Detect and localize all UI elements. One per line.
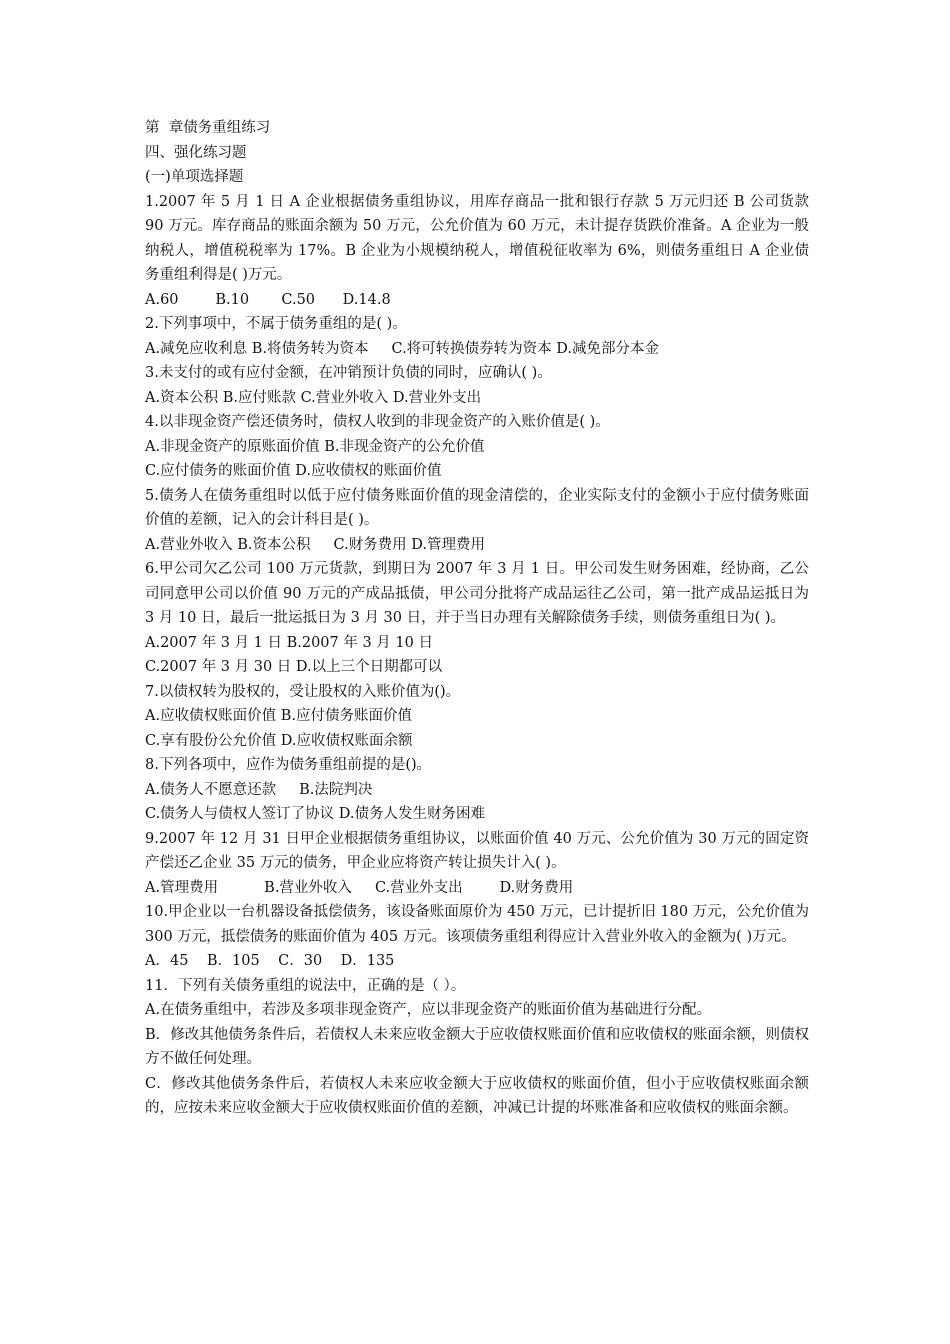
question-option-a: A.在债务重组中，若涉及多项非现金资产，应以非现金资产的账面价值为基础进行分配。 bbox=[145, 1002, 712, 1018]
question-stem: 10.甲企业以一台机器设备抵偿债务，该设备账面原价为 450 万元，已计提折旧 180 万元，公允价值为 300 万元，抵偿债务的账面价值为 405 万元。该项债务重组利得应计入营业外收入的金额为( )万元。 bbox=[145, 904, 809, 945]
question-7 bbox=[145, 680, 809, 754]
question-3 bbox=[145, 361, 809, 410]
question-options: A.营业外收入 B.资本公积 C.财务费用 D.管理费用 bbox=[145, 536, 486, 553]
question-1 bbox=[145, 190, 809, 313]
question-4 bbox=[145, 410, 809, 484]
subsection-title: (一)单项选择题 bbox=[145, 169, 244, 185]
question-option-c: C．修改其他债务条件后，若债权人未来应收金额大于应收债权的账面价值，但小于应收债权账面余额的，应按未来应收金额大于应收债权账面价值的差额，冲减已计提的坏账准备和应收债权的账面余额。 bbox=[145, 1075, 809, 1116]
question-options: A．45 B．105 C．30 D．135 bbox=[145, 953, 395, 969]
question-options: A.非现金资产的原账面价值 B.非现金资产的公允价值 bbox=[145, 438, 485, 455]
question-9 bbox=[145, 827, 809, 901]
question-options: A.60 B.10 C.50 D.14.8 bbox=[145, 291, 391, 308]
question-options: A.管理费用 B.营业外收入 C.营业外支出 D.财务费用 bbox=[145, 879, 574, 896]
section-title: 四、强化练习题 bbox=[145, 144, 247, 161]
question-options: A.债务人不愿意还款 B.法院判决 bbox=[145, 781, 373, 798]
question-options: A.2007 年 3 月 1 日 B.2007 年 3 月 10 日 bbox=[145, 634, 433, 651]
question-stem: 11．下列有关债务重组的说法中，正确的是（ ）。 bbox=[145, 977, 466, 994]
question-options: A.减免应收利息 B.将债务转为资本 C.将可转换债券转为资本 D.减免部分本金 bbox=[145, 340, 660, 357]
question-options: A.应收债权账面价值 B.应付债务账面价值 bbox=[145, 708, 412, 724]
question-stem: 5.债务人在债务重组时以低于应付债务账面价值的现金清偿的，企业实际支付的金额小于应付债务账面价值的差额，记入的会计科目是( )。 bbox=[145, 487, 809, 528]
question-5 bbox=[145, 484, 809, 558]
question-stem: 6.甲公司欠乙公司 100 万元货款，到期日为 2007 年 3 月 1 日。甲公司发生财务困难，经协商，乙公司同意甲公司以价值 90 万元的产成品抵债，甲公司分批将产成品运往乙公司，第一批产成品运抵日为 3 月 10 日，最后一批运抵日为 3 月 30 日，并于当日办理有关解除债务手续，则债务重组日为( )。 bbox=[145, 561, 809, 626]
question-11 bbox=[145, 974, 809, 1121]
question-option-b: B．修改其他债务条件后，若债权人未来应收金额大于应收债权账面价值和应收债权的账面余额，则债权方不做任何处理。 bbox=[145, 1026, 809, 1067]
question-stem: 8.下列各项中，应作为债务重组前提的是()。 bbox=[145, 757, 432, 773]
question-stem: 3.未支付的或有应付金额，在冲销预计负债的同时，应确认( )。 bbox=[145, 365, 552, 381]
question-stem: 9.2007 年 12 月 31 日甲企业根据债务重组协议，以账面价值 40 万元、公允价值为 30 万元的固定资产偿还乙企业 35 万元的债务，甲企业应将资产转让损失计入( )。 bbox=[145, 830, 809, 871]
document-page bbox=[145, 116, 809, 1121]
question-10 bbox=[145, 900, 809, 974]
question-options: C.应付债务的账面价值 D.应收债权的账面价值 bbox=[145, 463, 442, 479]
question-stem: 1.2007 年 5 月 1 日 A 企业根据债务重组协议，用库存商品一批和银行存款 5 万元归还 B 公司货款 90 万元。库存商品的账面余额为 50 万元，公允价值为 60 万元，未计提存货跌价准备。A 企业为一般纳税人，增值税税率为 17%。B 企业为小规模纳税人，增值税征收率为 6%，则债务重组日 A 企业债务重组利得是( )万元。 bbox=[145, 193, 809, 283]
question-options: A.资本公积 B.应付账款 C.营业外收入 D.营业外支出 bbox=[145, 389, 482, 406]
question-6 bbox=[145, 557, 809, 680]
question-stem: 2.下列事项中，不属于债务重组的是( )。 bbox=[145, 316, 407, 332]
question-options: C.2007 年 3 月 30 日 D.以上三个日期都可以 bbox=[145, 659, 443, 675]
question-8 bbox=[145, 753, 809, 827]
chapter-title: 第 章债务重组练习 bbox=[145, 120, 271, 136]
question-stem: 7.以债权转为股权的，受让股权的入账价值为()。 bbox=[145, 683, 461, 700]
question-options: C.债务人与债权人签订了协议 D.债务人发生财务困难 bbox=[145, 806, 486, 822]
question-stem: 4.以非现金资产偿还债务时，债权人收到的非现金资产的入账价值是( )。 bbox=[145, 414, 610, 430]
question-2 bbox=[145, 312, 809, 361]
question-options: C.享有股份公允价值 D.应收债权账面余额 bbox=[145, 732, 413, 749]
